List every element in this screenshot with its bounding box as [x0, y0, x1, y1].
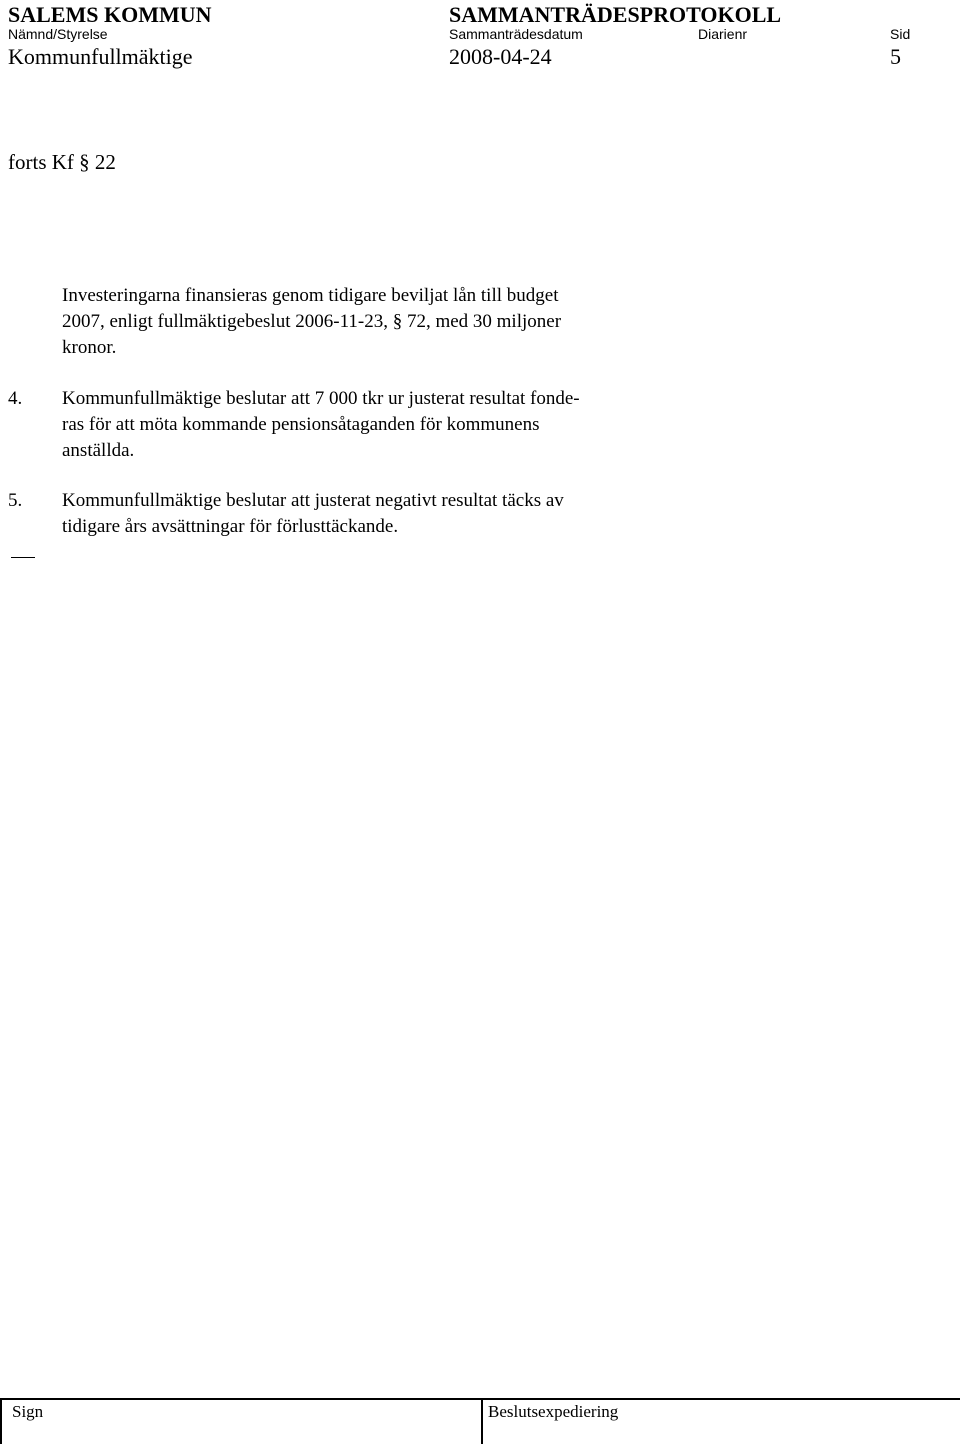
dispatch-label: Beslutsexpediering [488, 1402, 619, 1421]
decision-item-5 [62, 488, 686, 540]
paragraph-line: Kommunfullmäktige beslutar att justerat negativt resultat täcks av [62, 490, 564, 511]
page-number: 5 [890, 44, 901, 69]
financing-paragraph [62, 283, 686, 361]
item-number: 5. [8, 490, 23, 511]
document-type: SAMMANTRÄDESPROTOKOLL [449, 2, 782, 27]
footer-left-border [0, 1398, 2, 1444]
footer-divider [481, 1398, 483, 1444]
continued-section-heading: forts Kf § 22 [8, 150, 116, 174]
meeting-date-label: Sammanträdesdatum [449, 26, 583, 42]
sign-label: Sign [12, 1402, 44, 1421]
paragraph-line: 2007, enligt fullmäktigebeslut 2006-11-23, § 72, med 30 miljoner [62, 311, 562, 332]
registration-number-label: Diarienr [698, 26, 748, 42]
paragraph-line: tidigare års avsättningar för förlusttäckande. [62, 516, 399, 537]
section-end-rule [11, 557, 35, 558]
committee-label: Nämnd/Styrelse [8, 26, 108, 42]
footer-top-border [0, 1398, 960, 1400]
paragraph-line: anställda. [62, 440, 135, 461]
item-number: 4. [8, 388, 23, 409]
paragraph-line: Investeringarna finansieras genom tidigare beviljat lån till budget [62, 285, 559, 306]
paragraph-line: ras för att möta kommande pensionsåtaganden för kommunens [62, 414, 540, 435]
paragraph-line: Kommunfullmäktige beslutar att 7 000 tkr ur justerat resultat fonde- [62, 388, 580, 409]
meeting-date-value: 2008-04-24 [449, 44, 552, 69]
organization-name: SALEMS KOMMUN [8, 2, 212, 27]
decision-item-4 [62, 386, 686, 464]
committee-value: Kommunfullmäktige [8, 44, 193, 69]
page-label: Sid [890, 26, 911, 42]
paragraph-line: kronor. [62, 337, 117, 358]
